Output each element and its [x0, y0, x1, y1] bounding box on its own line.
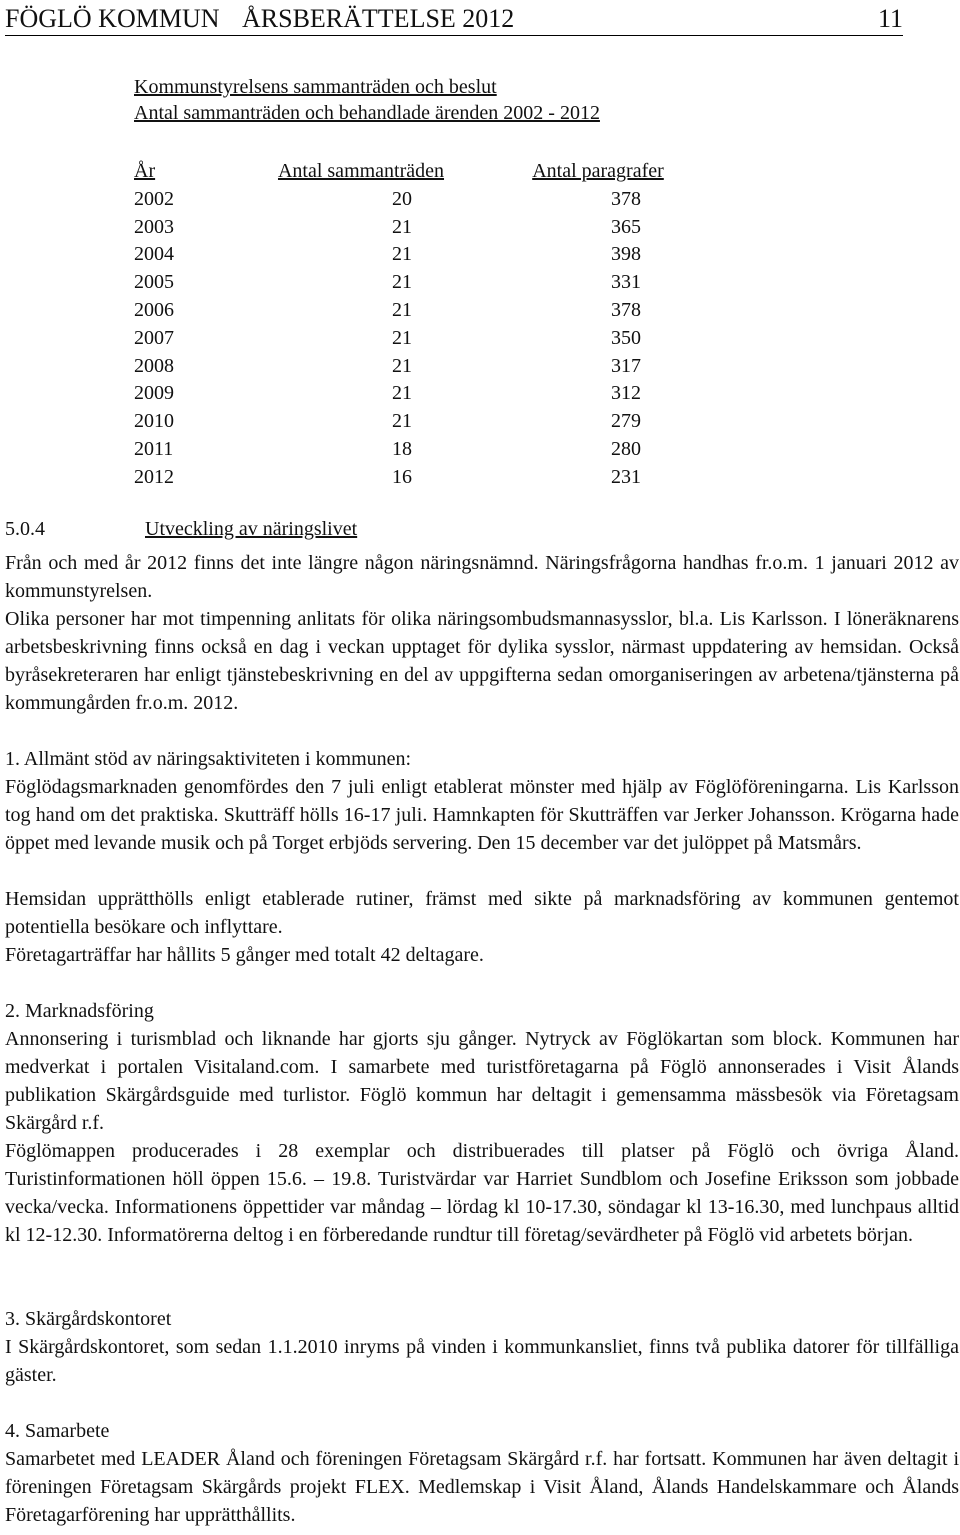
- column-header-meetings: Antal sammanträden: [277, 160, 445, 182]
- cell-meetings: 18: [392, 437, 412, 460]
- cell-year: 2005: [134, 271, 174, 294]
- cell-meetings: 21: [392, 382, 412, 405]
- cell-paragraphs: 378: [611, 187, 641, 210]
- cell-meetings: 21: [392, 326, 412, 349]
- subsection-2-heading: 2. Marknadsföring: [5, 1000, 154, 1022]
- subsection-2-paragraph-2: Föglömappen producerades i 28 exemplar och distribuerades till platser på Föglö och övriga Åland. Turistinformationen höll öppen 15.6. – 19.8. Turistvärdar var Harriet Sundblom och Josefine Eriksson som jobbade vecka/vecka. Informationens öppettider var måndag – lördag kl 10-17.30, söndagar kl 13-16.30, med lunchpaus alltid kl 12-12.30. Informatörerna deltog i en förberedande rundtur till företag/sevärdheter på Föglö vid arbetets början.: [5, 1140, 959, 1246]
- cell-year: 2004: [134, 243, 174, 266]
- subsection-3-paragraph-1: I Skärgårdskontoret, som sedan 1.1.2010 inryms på vinden i kommunkansliet, finns två publika datorer för tillfälliga gäster.: [5, 1336, 959, 1386]
- table-title: Kommunstyrelsens sammanträden och beslut: [134, 76, 497, 98]
- section-number: 5.0.4: [5, 518, 45, 540]
- cell-meetings: 21: [392, 215, 412, 238]
- cell-paragraphs: 280: [611, 437, 641, 460]
- subsection-1-paragraph-3: Företagarträffar har hållits 5 gånger med totalt 42 deltagare.: [5, 944, 484, 966]
- cell-meetings: 20: [392, 187, 412, 210]
- cell-year: 2008: [134, 354, 174, 377]
- cell-year: 2011: [134, 437, 174, 460]
- cell-year: 2003: [134, 215, 174, 238]
- cell-meetings: 21: [392, 410, 412, 433]
- cell-paragraphs: 312: [611, 382, 641, 405]
- table-subtitle: Antal sammanträden och behandlade ärenden 2002 - 2012: [134, 102, 600, 124]
- subsection-2-paragraph-1: Annonsering i turismblad och liknande har gjorts sju gånger. Nytryck av Föglökartan som block. Kommunen har medverkat i portalen Visitaland.com. I samarbete med turistföretagarna på Föglö annonserades i Visit Ålands publikation Skärgårdsguide med turlistor. Föglö kommun har deltagit i gemensamma mässbesök via Företagsam Skärgård r.f.: [5, 1028, 959, 1134]
- subsection-1-paragraph-2: Hemsidan upprätthölls enligt etablerade rutiner, främst med sikte på marknadsföring av kommunen gentemot potentiella besökare och inflyttare.: [5, 888, 959, 938]
- cell-paragraphs: 279: [611, 410, 641, 433]
- cell-paragraphs: 365: [611, 215, 641, 238]
- subsection-3-heading: 3. Skärgårdskontoret: [5, 1308, 172, 1330]
- cell-paragraphs: 317: [611, 354, 641, 377]
- subsection-4-paragraph-1: Samarbetet med LEADER Åland och föreningen Företagsam Skärgård r.f. har fortsatt. Kommunen har även deltagit i föreningen Företagsam Skärgårds projekt FLEX. Medlemskap i Visit Åland, Ålands Handelskammare och Ålands Företagarförening har upprätthållits.: [5, 1448, 959, 1526]
- cell-paragraphs: 231: [611, 465, 641, 488]
- report-title: ÅRSBERÄTTELSE 2012: [242, 4, 515, 33]
- cell-paragraphs: 350: [611, 326, 641, 349]
- cell-year: 2012: [134, 465, 174, 488]
- cell-paragraphs: 331: [611, 271, 641, 294]
- municipality-name: FÖGLÖ KOMMUN: [5, 4, 220, 33]
- subsection-1-paragraph-1: Föglödagsmarknaden genomfördes den 7 juli enligt etablerat mönster med hjälp av Föglöföreningarna. Lis Karlsson tog hand om det praktiska. Skutträff hölls 16-17 juli. Hamnkapten för Skutträffen var Jerker Johansson. Krögarna hade öppet med levande musik och på Torget erbjöds servering. Den 15 december var det julöppet på Matsmårs.: [5, 776, 959, 854]
- column-header-paragraphs: Antal paragrafer: [532, 160, 664, 182]
- cell-meetings: 16: [392, 465, 412, 488]
- subsection-1-heading: 1. Allmänt stöd av näringsaktiviteten i kommunen:: [5, 748, 412, 770]
- cell-meetings: 21: [392, 271, 412, 294]
- cell-year: 2010: [134, 410, 174, 433]
- section-title: Utveckling av näringslivet: [145, 518, 358, 540]
- cell-meetings: 21: [392, 243, 412, 266]
- cell-year: 2006: [134, 298, 174, 321]
- cell-meetings: 21: [392, 298, 412, 321]
- page-number: 11: [877, 4, 903, 33]
- section-persons-paragraph: Olika personer har mot timpenning anlitats för olika näringsombudsmannasysslor, bl.a. Lis Karlsson. I löneräknarens arbetsbeskrivning finns också en dag i veckan upptaget för dylika sysslor, närmast uppdatering av hemsidan. Också byråsekreteraren har enligt tjänstebeskrivning en del av uppgifterna sedan omorganiseringen av arbetena/tjänsterna på kommungården fr.o.m. 2012.: [5, 608, 959, 714]
- section-heading: [5, 515, 357, 543]
- cell-paragraphs: 398: [611, 243, 641, 266]
- cell-year: 2007: [134, 326, 174, 349]
- subsection-4-heading: 4. Samarbete: [5, 1420, 110, 1442]
- cell-year: 2009: [134, 382, 174, 405]
- cell-paragraphs: 378: [611, 298, 641, 321]
- page-header: [5, 3, 903, 36]
- column-header-year: År: [134, 160, 156, 182]
- section-intro: Från och med år 2012 finns det inte längre någon näringsnämnd. Näringsfrågorna handhas fr.o.m. 1 januari 2012 av kommunstyrelsen.: [5, 552, 959, 602]
- cell-meetings: 21: [392, 354, 412, 377]
- cell-year: 2002: [134, 187, 174, 210]
